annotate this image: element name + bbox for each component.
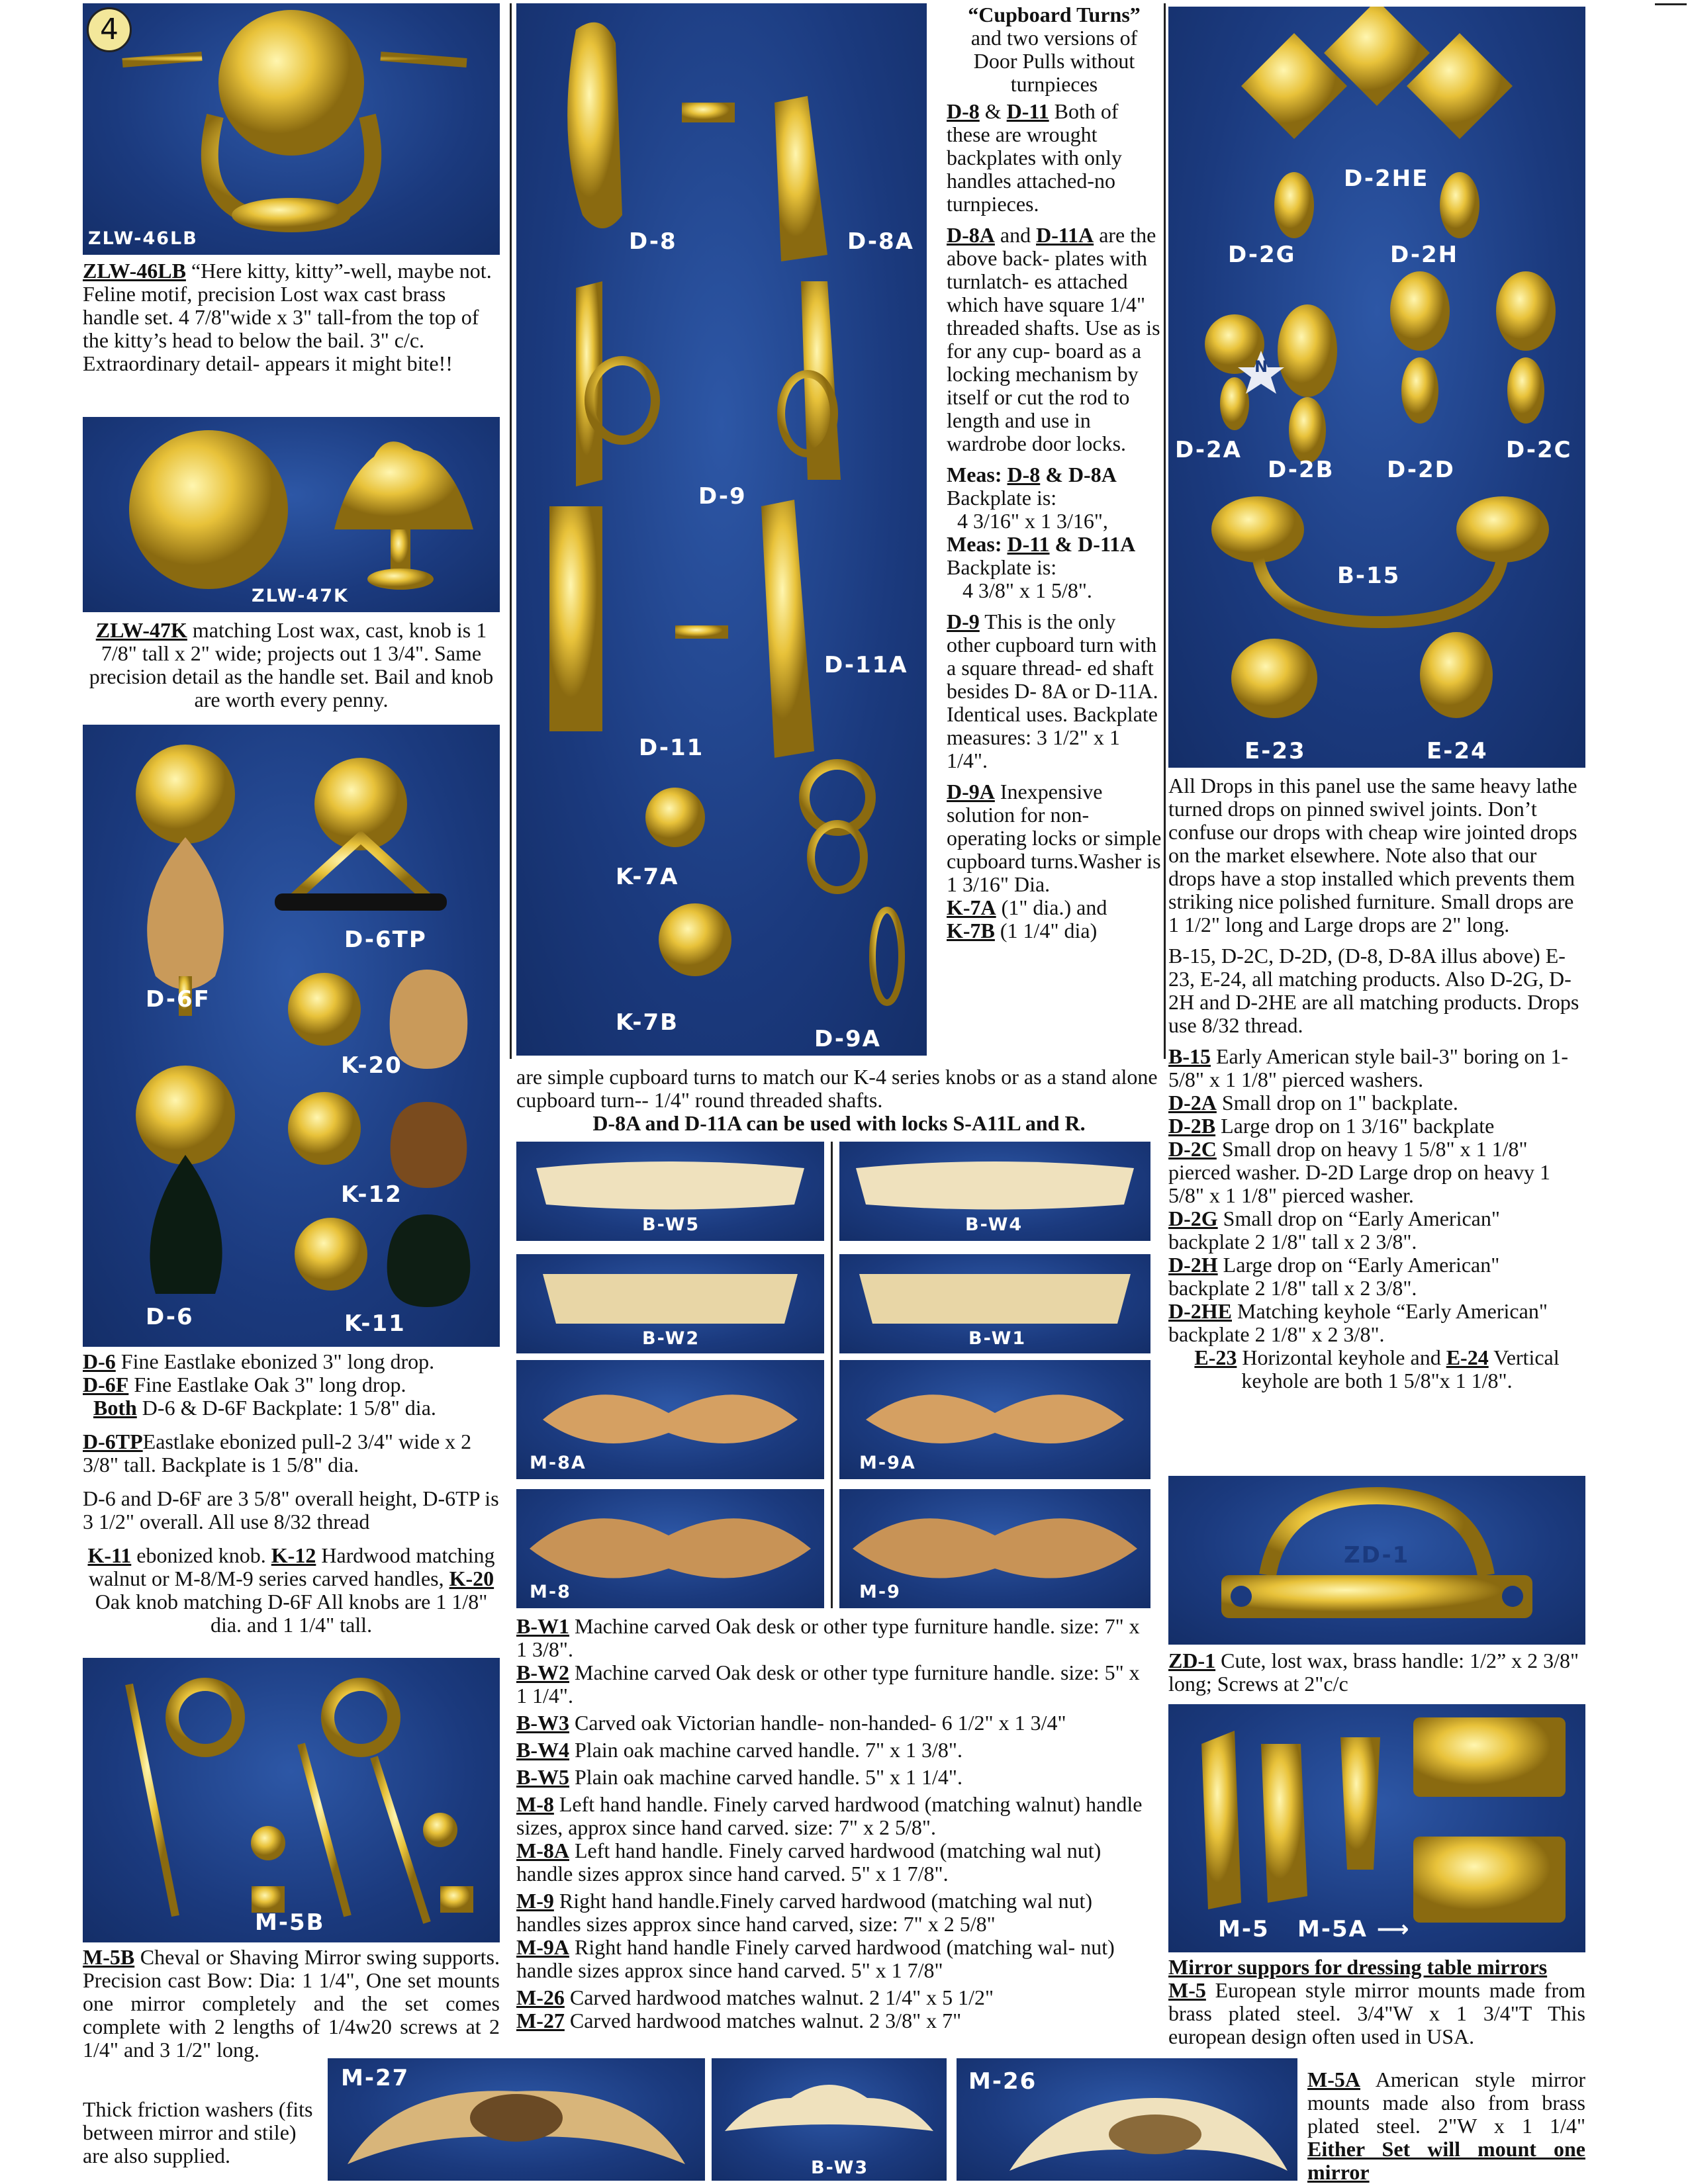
m-5a-description: M-5A American style mirror mounts made also from brass plated steel. 2"W x 1 1/4" Either Set will mount one mirror: [1307, 2068, 1585, 2184]
b-w4-handle-shape: [856, 1161, 1134, 1210]
m-8a-photo-panel: [516, 1360, 824, 1479]
d-6-label: D-6: [146, 1304, 194, 1330]
drops-item: D-2H Large drop on “Early American" backplate 2 1/8" tall x 2 3/8".: [1168, 1253, 1500, 1300]
column-divider-left: [510, 3, 512, 1059]
drops-item: D-2B Large drop on 1 3/16" backplate: [1168, 1114, 1495, 1138]
corner-rule: [1655, 3, 1687, 5]
zd-1-photo-panel: [1168, 1476, 1585, 1645]
m-8-handle-shape: [530, 1518, 811, 1578]
b-w2-handle-shape: [543, 1274, 798, 1324]
b-15-label: B-15: [1337, 563, 1401, 589]
mirror-mounts-illustration: [1168, 1704, 1585, 1952]
m-9a-handle-shape: [866, 1394, 1124, 1443]
d-2c-label: D-2C: [1506, 437, 1572, 463]
b-w1-handle-shape: [859, 1274, 1131, 1324]
m-26-label: M-26: [968, 2068, 1037, 2095]
m-8a-handle-shape: [543, 1394, 798, 1443]
zlw-46lb-label: ZLW-46LB: [88, 228, 198, 249]
mirror-supports-description: Mirror suppors for dressing table mirrors M-5 European style mirror mounts made from brass plated steel. 3/4"W x 1 3/4"T This european design often used in USA.: [1168, 1955, 1585, 2048]
m-5-photo-panel: [1168, 1704, 1585, 1952]
cupboard-turns-continuation: are simple cupboard turns to match our K-4 series knobs or as a stand alone cupboard turn-- 1/4" round threaded shafts. D-8A and D-11A can be used with locks S-A11L and R.: [516, 1065, 1158, 1135]
d-9a-label: D-9A: [814, 1026, 881, 1052]
m-26-photo-panel: [957, 2058, 1297, 2181]
wood-handles-descriptions: [516, 1615, 1155, 2032]
m-5-label: M-5: [1218, 1916, 1270, 1942]
m-27-label: M-27: [341, 2065, 410, 2091]
d-2d-label: D-2D: [1387, 457, 1455, 483]
cupboard-turns-description: “Cupboard Turns” and two versions of Door Pulls without turnpieces D-8 & D-11 Both of these are wrought backplates with only handles attached-no turnpieces. D-8A and D-11A are the above back- plates with turnlatch- es attached which have square 1/4" threaded shafts. Use as is for any cup- board as a locking mechanism by itself or cut the rod to length and use in wardrobe door locks. Meas: D-8 & D-8A Backplate is: 4 3/16" x 1 3/16", Meas: D-11 & D-11A Backplate is: 4 3/8" x 1 5/8". D-9 This is the only other cupboard turn with a square thread- ed shaft besides D- 8A or D-11A. Identical uses. Backplate measures: 3 1/2" x 1 1/4". D-9A Inexpensive solution for non- operating locks or simple cupboard turns.Washer is 1 3/16" Dia. K-7A (1" dia.) and K-7B (1 1/4" dia): [947, 3, 1162, 942]
m-27-photo-panel: [328, 2058, 705, 2181]
wood-item: B-W2 Machine carved Oak desk or other type furniture handle. size: 5" x 1 1/4".: [516, 1661, 1140, 1707]
star-badge: N: [1254, 357, 1268, 376]
drops-description: All Drops in this panel use the same heavy lathe turned drops on pinned swivel joints. Don’t confuse our drops with cheap wire jointed drops on the market elsewhere. Note also that our drops have a stop installed which prevents them striking nice polished furniture. Small drops are 1 1/2" long and Large drops are 2" long. B-15, D-2C, D-2D, (D-8, D-8A illus above) E-23, E-24, all matching products. Also D-2G, D-2H and D-2HE are all matching products. Drops use 8/32 thread. B-15 Early American style bail-3" boring on 1-5/8" x 1 1/8" pierced washers. D-2A Small drop on 1" backplate. D-2B Large drop on 1 3/16" backplate D-2C Small drop on heavy 1 5/8" x 1 1/8" pierced washer. D-2D Large drop on heavy 1 5/8" x 1 1/8" pierced washer. D-2G Small drop on “Early American" backplate 2 1/8" tall x 2 3/8". D-2H Large drop on “Early American" backplate 2 1/8" tall x 2 3/8". D-2HE Matching keyhole “Early American" backplate 2 1/8" x 2 3/8". E-23 Horizontal keyhole and E-24 Vertical keyhole are both 1 5/8"x 1 1/8".: [1168, 774, 1585, 1392]
page-number-badge: 4: [87, 7, 132, 52]
wood-item: B-W1 Machine carved Oak desk or other type furniture handle. size: 7" x 1 3/8".: [516, 1614, 1140, 1661]
drops-item: D-2HE Matching keyhole “Early American" backplate 2 1/8" x 2 3/8".: [1168, 1299, 1548, 1346]
m-5b-washers-note: Thick friction washers (fits between mirror and stile) are also supplied.: [83, 2097, 313, 2167]
d-11a-label: D-11A: [824, 652, 908, 678]
drops-and-knobs-illustration: [83, 725, 500, 1347]
drops-item: B-15 Early American style bail-3" boring on 1-5/8" x 1 1/8" pierced washers.: [1168, 1044, 1569, 1091]
m-9a-photo-panel: [839, 1360, 1150, 1479]
lion-handle-illustration: [83, 3, 500, 255]
drops-and-keyholes-illustration: [1168, 7, 1585, 768]
zd-1-label: ZD-1: [1344, 1542, 1410, 1569]
m-8-label: M-8: [530, 1582, 571, 1602]
mirror-swing-supports-illustration: [83, 1658, 500, 1942]
drops-item: E-23 Horizontal keyhole and E-24 Vertical keyhole are both 1 5/8"x 1 1/8".: [1194, 1345, 1560, 1392]
zlw-46lb-description: ZLW-46LB “Here kitty, kitty”-well, maybe not. Feline motif, precision Lost wax cast brass handle set. 4 7/8"wide x 3" tall-from the top of the kitty’s head to below the bail. 3" c/c. Extraordinary detail- appears it might bite!!: [83, 259, 492, 375]
k-7a-label: K-7A: [616, 864, 679, 890]
d-11-label: D-11: [639, 735, 704, 761]
drops-item: D-2G Small drop on “Early American" backplate 2 1/8" tall x 2 3/8".: [1168, 1206, 1500, 1253]
b-w5-handle-shape: [536, 1161, 804, 1210]
d-2b-label: D-2B: [1268, 457, 1335, 483]
wood-item: B-W4 Plain oak machine carved handle. 7" x 1 3/8".: [516, 1738, 962, 1762]
wood-grid-divider: [831, 1142, 833, 1608]
m-5a-label: M-5A ⟶: [1297, 1916, 1411, 1942]
d-6f-label: D-6F: [146, 986, 211, 1013]
drops-item: D-2A Small drop on 1" backplate.: [1168, 1091, 1458, 1115]
m-5b-label: M-5B: [255, 1909, 325, 1936]
d-2he-label: D-2HE: [1344, 165, 1429, 192]
b-w3-photo-panel: [712, 2058, 947, 2181]
b-w3-label: B-W3: [811, 2158, 869, 2178]
e-24-label: E-24: [1427, 738, 1488, 764]
m-9-handle-shape: [853, 1518, 1137, 1578]
k-12-label: K-12: [341, 1181, 402, 1208]
d-8-label: D-8: [629, 228, 677, 255]
zlw-47k-description: ZLW-47K matching Lost wax, cast, knob is 1 7/8" tall x 2" wide; projects out 1 3/4". Same precision detail as the handle set. Bail and knob are worth every penny.: [89, 618, 494, 711]
m-9-label: M-9: [859, 1582, 901, 1602]
zlw-47k-label: ZLW-47K: [252, 586, 349, 606]
zd-1-description: ZD-1 Cute, lost wax, brass handle: 1/2” x 2 3/8" long; Screws at 2"c/c: [1168, 1649, 1579, 1696]
wood-item: M-26 Carved hardwood matches walnut. 2 1/4" x 5 1/2": [516, 1985, 994, 2009]
k-7b-label: K-7B: [616, 1009, 679, 1036]
zlw-47k-photo-panel: [83, 417, 500, 612]
k-20-label: K-20: [341, 1052, 402, 1079]
drops-photo-panel: [1168, 7, 1585, 768]
b-w5-photo-panel: [516, 1142, 824, 1241]
zlw-46lb-photo-panel: [83, 3, 500, 255]
d-6tp-label: D-6TP: [344, 927, 427, 953]
d-2h-label: D-2H: [1390, 242, 1459, 268]
d-8a-label: D-8A: [847, 228, 914, 255]
m-9a-label: M-9A: [859, 1453, 916, 1473]
m-8a-label: M-8A: [530, 1453, 586, 1473]
cupboard-turns-illustration: [516, 3, 927, 1056]
cupboard-turns-photo-panel: [516, 3, 927, 1056]
m-5b-photo-panel: [83, 1658, 500, 1942]
drops-item: D-2C Small drop on heavy 1 5/8" x 1 1/8" pierced washer. D-2D Large drop on heavy 1 5/8" x 1 1/8" pierced washer.: [1168, 1137, 1550, 1207]
b-w5-label: B-W5: [642, 1214, 700, 1235]
column-divider-right: [1164, 3, 1166, 1059]
d-2g-label: D-2G: [1228, 242, 1296, 268]
m-8-photo-panel: [516, 1489, 824, 1608]
wood-item: M-9A Right hand handle Finely carved hardwood (matching wal- nut) handle sizes approx since hand carved. 5" x 1 7/8": [516, 1935, 1115, 1982]
b-w2-photo-panel: [516, 1254, 824, 1353]
b-w1-photo-panel: [839, 1254, 1150, 1353]
b-w1-label: B-W1: [968, 1328, 1027, 1349]
d-9-label: D-9: [698, 483, 747, 510]
k-11-label: K-11: [344, 1310, 406, 1337]
d-6-description: D-6 Fine Eastlake ebonized 3" long drop. D-6F Fine Eastlake Oak 3" long drop. Both D-6 & D-6F Backplate: 1 5/8" dia. D-6TPEastlake ebonized pull-2 3/4" wide x 2 3/8" tall. Backplate is 1 5/8" dia. D-6 and D-6F are 3 5/8" overall height, D-6TP is 3 1/2" overall. All use 8/32 thread K-11 ebonized knob. K-12 Hardwood matching walnut or M-8/M-9 series carved handles, K-20 Oak knob matching D-6F All knobs are 1 1/8" dia. and 1 1/4" tall.: [83, 1349, 499, 1637]
b-w2-label: B-W2: [642, 1328, 700, 1349]
e-23-label: E-23: [1244, 738, 1306, 764]
wood-item: M-8A Left hand handle. Finely carved hardwood (matching wal nut) handle sizes approx since hand carved. 5" x 1 7/8".: [516, 1839, 1102, 1886]
wood-item: M-9 Right hand handle.Finely carved hardwood (matching wal nut) handles sizes approx since hand carved, size: 7" x 2 5/8": [516, 1889, 1092, 1936]
lion-knob-illustration: [83, 417, 500, 612]
m-9-photo-panel: [839, 1489, 1150, 1608]
d-2a-label: D-2A: [1175, 437, 1242, 463]
b-w4-photo-panel: [839, 1142, 1150, 1241]
wood-item: B-W5 Plain oak machine carved handle. 5" x 1 1/4".: [516, 1765, 962, 1789]
wood-item: B-W3 Carved oak Victorian handle- non-handed- 6 1/2" x 1 3/4": [516, 1711, 1066, 1735]
m-5b-description: M-5B Cheval or Shaving Mirror swing supports. Precision cast Bow: Dia: 1 1/4", One set mounts one mirror completely and the set comes complete with 2 lengths of 1/4w20 screws at 2 1/4" and 3 1/2" long.: [83, 1945, 500, 2062]
wood-item: M-8 Left hand handle. Finely carved hardwood (matching walnut) handle sizes, approx since hand carved. size: 7" x 2 5/8".: [516, 1792, 1143, 1839]
wood-item: M-27 Carved hardwood matches walnut. 2 3/8" x 7": [516, 2009, 962, 2032]
d-6-series-photo-panel: [83, 725, 500, 1347]
b-w4-label: B-W4: [965, 1214, 1023, 1235]
